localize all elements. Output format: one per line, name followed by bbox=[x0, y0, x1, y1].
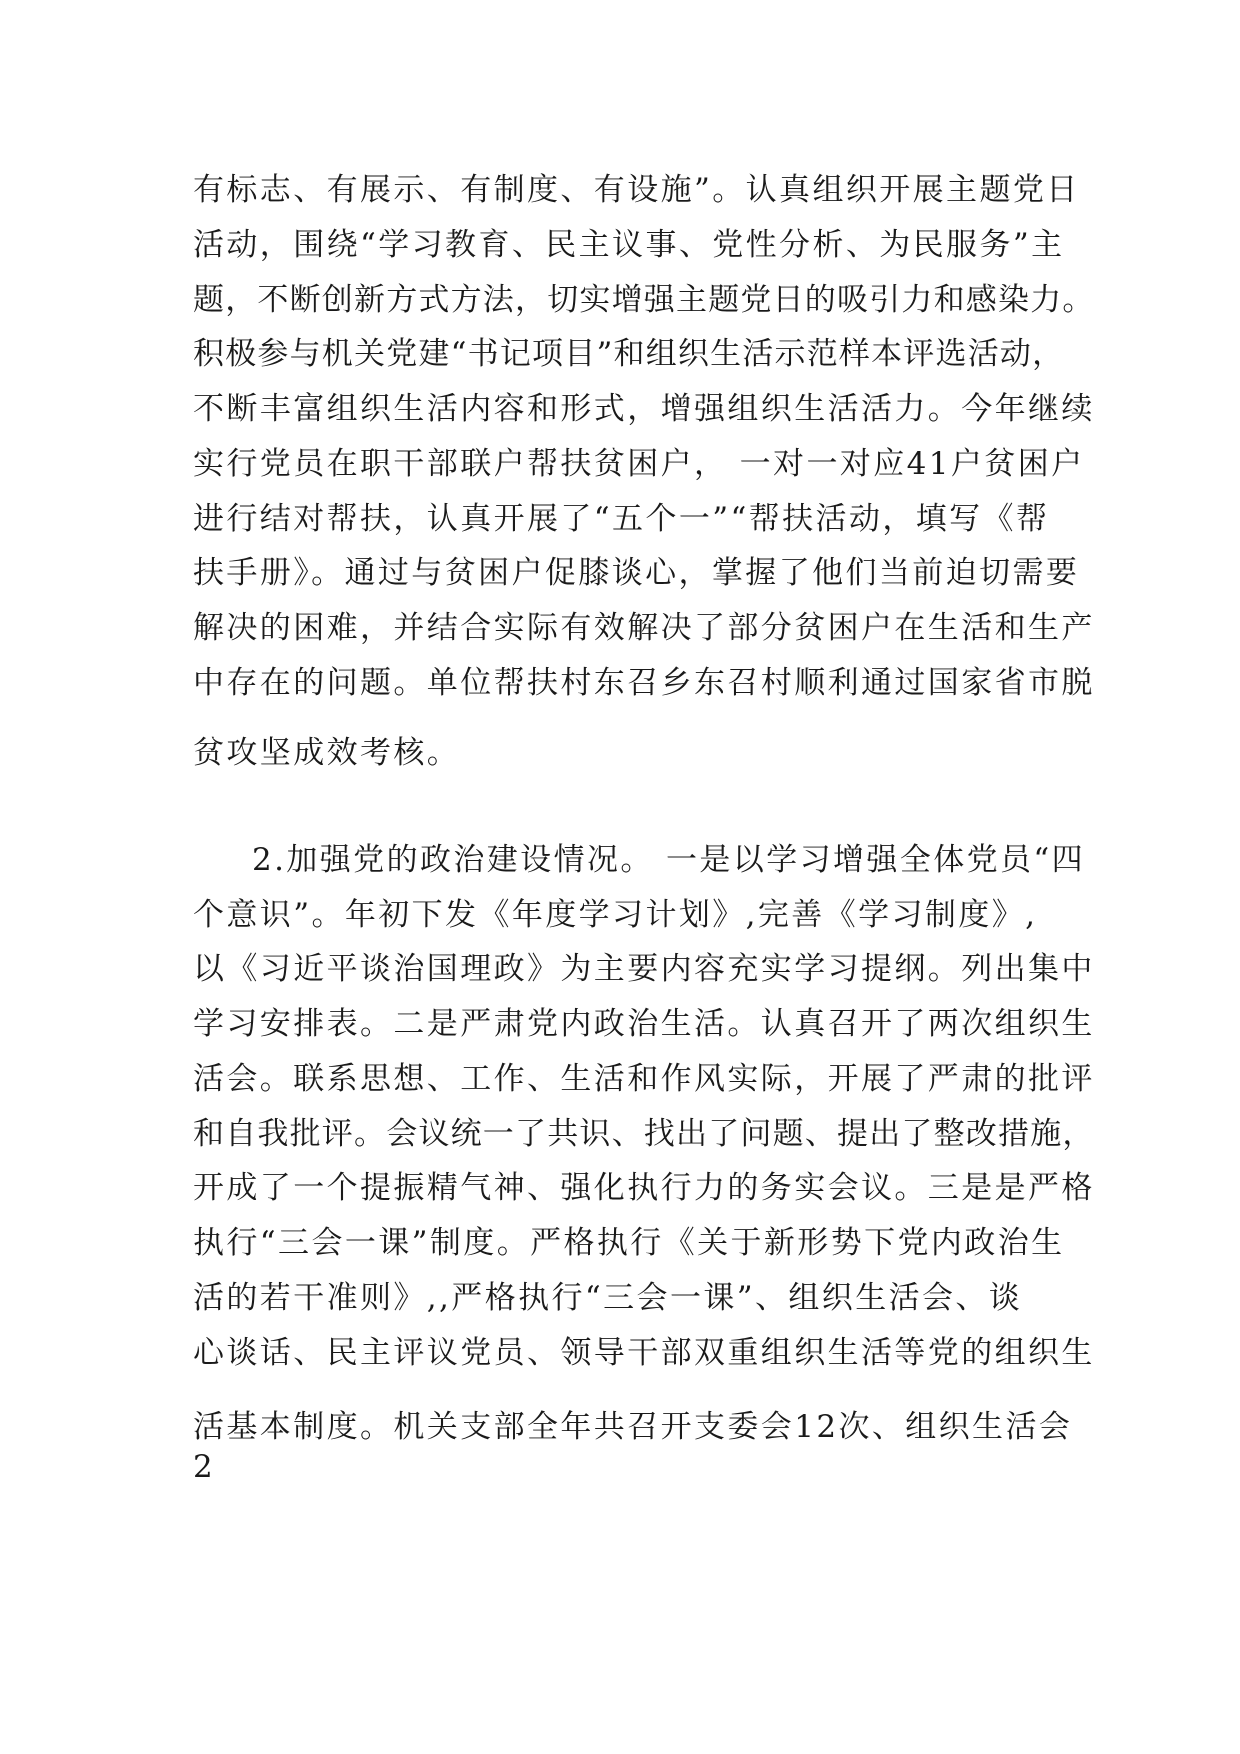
text-line: 有标志、有展示、有制度、有设施”。认真组织开展主题党日 bbox=[193, 172, 1080, 208]
text-line: 开成了一个提振精气神、强化执行力的务实会议。三是是严格 bbox=[193, 1170, 1095, 1206]
page-number: 2 bbox=[193, 1449, 216, 1485]
text-line: 活基本制度。机关支部全年共召开支委会12次、组织生活会 bbox=[193, 1409, 1073, 1445]
text-line: 积极参与机关党建“书记项目”和组织生活示范样本评选活动， bbox=[193, 336, 1065, 372]
text-line: 心谈话、民主评议党员、领导干部双重组织生活等党的组织生 bbox=[193, 1335, 1095, 1371]
text-line: 活动，围绕“学习教育、民主议事、党性分析、为民服务”主 bbox=[193, 227, 1065, 263]
text-line: 个意识”。年初下发《年度学习计划》,完善《学习制度》, bbox=[193, 897, 1038, 933]
text-line: 活会。联系思想、工作、生活和作风实际，开展了严肃的批评 bbox=[193, 1061, 1095, 1097]
text-line: 实行党员在职干部联户帮扶贫困户， 一对一对应41户贫困户 bbox=[193, 446, 1085, 482]
text-line: 贫攻坚成效考核。 bbox=[193, 735, 461, 771]
text-line: 活的若干准则》,,严格执行“三会一课”、组织生活会、谈 bbox=[193, 1280, 1023, 1316]
text-line: 进行结对帮扶，认真开展了“五个一”“帮扶活动，填写《帮 bbox=[193, 501, 1050, 537]
text-line: 学习安排表。二是严肃党内政治生活。认真召开了两次组织生 bbox=[193, 1006, 1095, 1042]
text-line: 扶手册》。通过与贫困户促膝谈心，掌握了他们当前迫切需要 bbox=[193, 555, 1080, 591]
text-line: 题，不断创新方式方法，切实增强主题党日的吸引力和感染力。 bbox=[193, 282, 1095, 318]
text-line: 以《习近平谈治国理政》为主要内容充实学习提纲。列出集中 bbox=[193, 951, 1095, 987]
text-line: 和自我批评。会议统一了共识、找出了问题、提出了整改措施， bbox=[193, 1116, 1095, 1152]
text-line: 执行“三会一课”制度。严格执行《关于新形势下党内政治生 bbox=[193, 1225, 1065, 1261]
text-line: 解决的困难，并结合实际有效解决了部分贫困户在生活和生产 bbox=[193, 610, 1095, 646]
text-line: 不断丰富组织生活内容和形式，增强组织生活活力。今年继续 bbox=[193, 391, 1095, 427]
text-line: 中存在的问题。单位帮扶村东召乡东召村顺利通过国家省市脱 bbox=[193, 665, 1095, 701]
text-line: 2.加强党的政治建设情况。 一是以学习增强全体党员“四 bbox=[252, 842, 1086, 878]
